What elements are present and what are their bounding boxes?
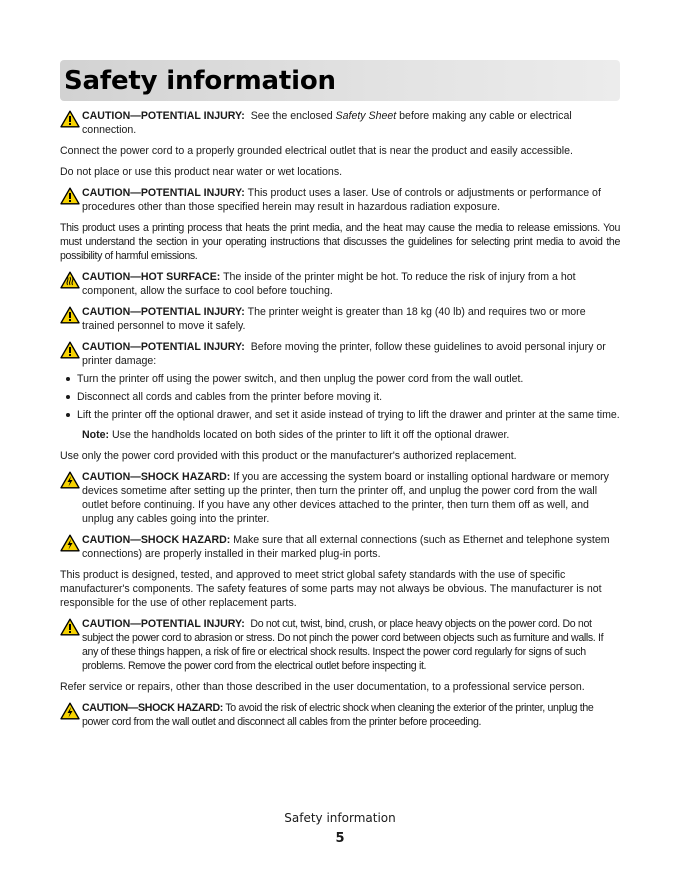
caution-text: before making any cable or electrical connection. [82, 110, 572, 136]
caution-text: Do not cut, twist, bind, crush, or place heavy objects on the power cord. Do not subject the power cord to abrasion or stress. Do not pinch the power cord between objects such as furniture and walls. If any of these things happen, a risk of fire or electrical shock results. Inspect the power cord regularly for signs of such problems. Remove the power cord from the electrical outlet before inspecting it. [82, 618, 604, 672]
caution-text: The inside of the printer might be hot. To reduce the risk of injury from a hot component, allow the surface to cool before touching. [82, 271, 576, 297]
warning-triangle-icon [60, 306, 80, 324]
caution-hot-surface [60, 270, 620, 298]
caution-text: To avoid the risk of electric shock when cleaning the exterior of the printer, unplug the power cord from the wall outlet and disconnect all cables from the printer before proceeding. [82, 702, 594, 728]
paragraph: This product is designed, tested, and approved to meet strict global safety standards with the use of specific manufacturer's components. The safety features of some parts may not always be obvious. The manufacturer is not responsible for the use of other replacement parts. [60, 569, 602, 609]
caution-label: CAUTION—POTENTIAL INJURY: [82, 341, 245, 353]
caution-label: CAUTION—SHOCK HAZARD: [82, 702, 223, 714]
shock-hazard-icon [60, 702, 80, 720]
title-bar [60, 60, 620, 101]
list-item: Disconnect all cords and cables from the printer before moving it. [60, 390, 620, 404]
warning-triangle-icon [60, 110, 80, 128]
caution-text: The printer weight is greater than 18 kg (40 lb) and requires two or more trained personnel to move it safely. [82, 306, 586, 332]
caution-text: If you are accessing the system board or installing optional hardware or memory devices sometime after setting up the printer, then turn the printer off, and unplug the power cord from the wall outlet before continuing. If you have any other devices attached to the printer, then turn them off as well, and unplug any cables going into the printer. [82, 471, 609, 525]
caution-label: CAUTION—POTENTIAL INJURY: [82, 306, 245, 318]
hot-surface-icon [60, 271, 80, 289]
warning-triangle-icon [60, 187, 80, 205]
page [60, 60, 620, 736]
note [60, 428, 620, 442]
caution-label: CAUTION—HOT SURFACE: [82, 271, 221, 283]
caution-label: CAUTION—POTENTIAL INJURY: [82, 110, 245, 122]
shock-hazard-icon [60, 534, 80, 552]
warning-triangle-icon [60, 341, 80, 359]
page-title: Safety information [64, 65, 336, 96]
shock-hazard-icon [60, 471, 80, 489]
caution-label: CAUTION—SHOCK HAZARD: [82, 471, 231, 483]
warning-triangle-icon [60, 618, 80, 636]
caution-potential-injury-3 [60, 305, 620, 333]
list-item: Turn the printer off using the power switch, and then unplug the power cord from the wall outlet. [60, 372, 620, 386]
caution-label: CAUTION—POTENTIAL INJURY: [82, 187, 245, 199]
paragraph: Use only the power cord provided with this product or the manufacturer's authorized replacement. [60, 450, 517, 462]
caution-shock-hazard-1 [60, 470, 620, 526]
caution-potential-injury-5 [60, 617, 620, 673]
caution-potential-injury-1 [60, 109, 620, 137]
caution-text: Before moving the printer, follow these guidelines to avoid personal injury or printer damage: [82, 341, 606, 367]
paragraph: This product uses a printing process that heats the print media, and the heat may cause the media to release emissions. You must understand the section in your operating instructions that discusses the guidelines for selecting print media to avoid the possibility of harmful emissions. [60, 222, 620, 262]
caution-shock-hazard-3 [60, 701, 620, 729]
page-footer [0, 811, 680, 846]
caution-text: Make sure that all external connections (such as Ethernet and telephone system connections) are properly installed in their marked plug-in ports. [82, 534, 610, 560]
safety-sheet-title: Safety Sheet [335, 110, 397, 122]
footer-title: Safety information [284, 811, 396, 825]
caution-text: See the enclosed [250, 110, 336, 122]
note-label: Note: [82, 429, 110, 441]
caution-shock-hazard-2 [60, 533, 620, 561]
paragraph: Refer service or repairs, other than those described in the user documentation, to a professional service person. [60, 681, 585, 693]
content [60, 109, 620, 729]
caution-potential-injury-4 [60, 340, 620, 368]
caution-label: CAUTION—POTENTIAL INJURY: [82, 618, 245, 630]
paragraph: Do not place or use this product near water or wet locations. [60, 166, 343, 178]
caution-label: CAUTION—SHOCK HAZARD: [82, 534, 231, 546]
caution-text: This product uses a laser. Use of controls or adjustments or performance of procedures other than those specified herein may result in hazardous radiation exposure. [82, 187, 601, 213]
caution-potential-injury-2 [60, 186, 620, 214]
moving-guidelines-list [60, 372, 620, 422]
note-text: Use the handholds located on both sides of the printer to lift it off the optional drawer. [109, 429, 510, 441]
list-item: Lift the printer off the optional drawer, and set it aside instead of trying to lift the drawer and printer at the same time. [60, 408, 620, 422]
page-number: 5 [335, 831, 345, 846]
paragraph: Connect the power cord to a properly grounded electrical outlet that is near the product and easily accessible. [60, 145, 573, 157]
